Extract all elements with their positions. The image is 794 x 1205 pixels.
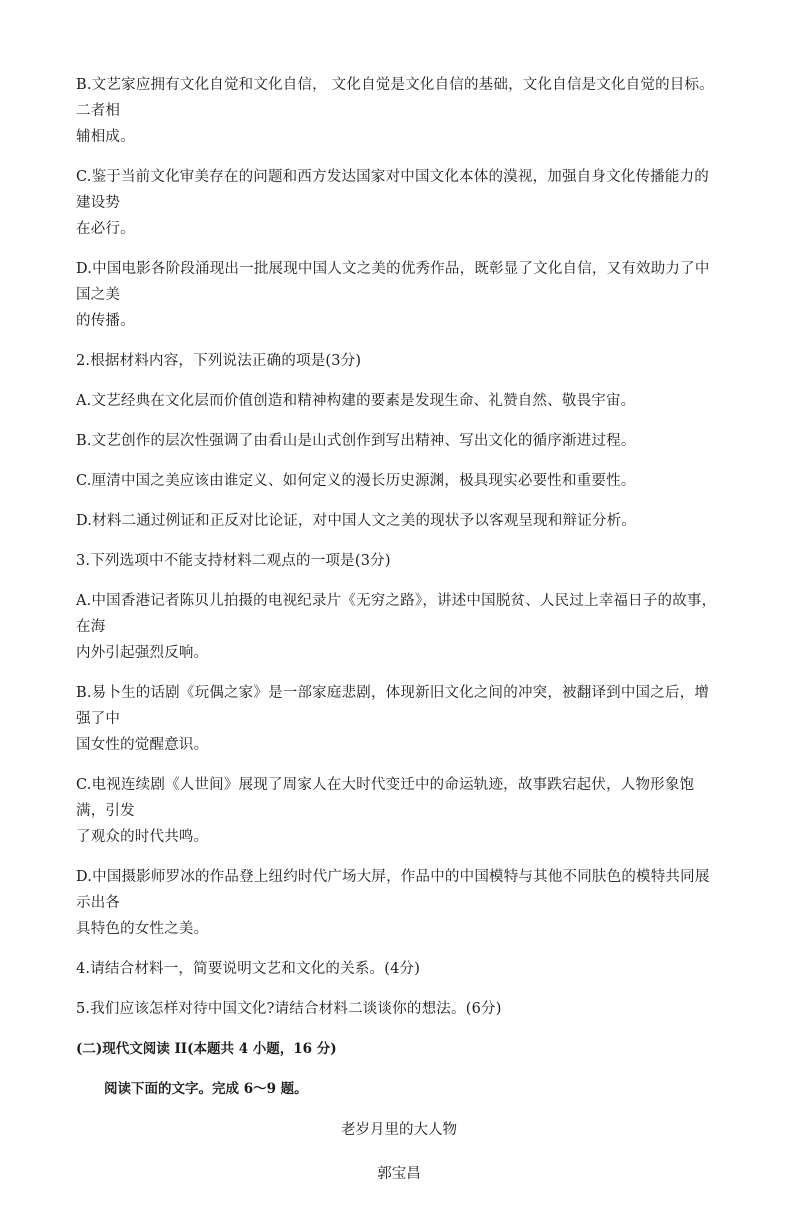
q1-option-c — [76, 164, 722, 242]
q1-option-b — [76, 72, 722, 150]
q5-stem: 5.我们应该怎样对待中国文化?请结合材料二谈谈你的想法。(6分) — [76, 1001, 502, 1017]
q3-option-c — [76, 772, 722, 850]
q3-option-c-line1: C.电视连续剧《人世间》展现了周家人在大时代变迁中的命运轨迹，故事跌宕起伏，人物形象饱满，引发 — [76, 777, 695, 819]
q3-option-b — [76, 680, 722, 758]
q1-option-d-line2: 的传播。 — [76, 313, 135, 329]
q1-option-c-line1: C.鉴于当前文化审美存在的问题和西方发达国家对中国文化本体的漠视，加强自身文化传播能力的建设势 — [76, 169, 709, 211]
q3-stem: 3.下列选项中不能支持材料二观点的一项是(3分) — [76, 553, 391, 569]
q2-option-a: A.文艺经典在文化层而价值创造和精神构建的要素是发现生命、礼赞自然、敬畏宇宙。 — [76, 393, 636, 409]
q3-option-a-line2: 内外引起强烈反响。 — [76, 645, 209, 661]
section2-title: (二)现代文阅读 II(本题共 4 小题，16 分) — [76, 1041, 337, 1057]
q1-option-d-line1: D.中国电影各阶段涌现出一批展现中国人文之美的优秀作品，既彰显了文化自信，又有效助力了中国之美 — [76, 261, 710, 303]
q3-option-c-line2: 了观众的时代共鸣。 — [76, 829, 209, 845]
q1-option-b-line2: 辅相成。 — [76, 129, 135, 145]
q3-option-d — [76, 864, 722, 942]
article-author: 郭宝昌 — [377, 1165, 421, 1182]
q3-option-d-line2: 具特色的女性之美。 — [76, 921, 209, 937]
q3-option-b-line1: B.易卜生的话剧《玩偶之家》是一部家庭悲剧，体现新旧文化之间的冲突，被翻译到中国之后，增强了中 — [76, 685, 710, 727]
article-title: 老岁月里的大人物 — [341, 1121, 457, 1138]
q3-option-a-line1: A.中国香港记者陈贝儿拍摄的电视纪录片《无穷之路》，讲述中国脱贫、人民过上幸福日子的故事，在海 — [76, 593, 717, 635]
q1-option-c-line2: 在必行。 — [76, 221, 135, 237]
q3-option-b-line2: 国女性的觉醒意识。 — [76, 737, 209, 753]
q1-option-d — [76, 256, 722, 334]
q3-option-a — [76, 588, 722, 666]
exam-page — [76, 72, 722, 1205]
q2-stem: 2.根据材料内容，下列说法正确的项是(3分) — [76, 353, 362, 369]
q4-stem: 4.请结合材料一，简要说明文艺和文化的关系。(4分) — [76, 961, 421, 977]
q3-option-d-line1: D.中国摄影师罗冰的作品登上纽约时代广场大屏，作品中的中国模特与其他不同肤色的模特共同展示出各 — [76, 869, 710, 911]
q2-option-b: B.文艺创作的层次性强调了由看山是山式创作到写出精神、写出文化的循序渐进过程。 — [76, 433, 636, 449]
q2-option-d: D.材料二通过例证和正反对比论证，对中国人文之美的现状予以客观呈现和辩证分析。 — [76, 513, 637, 529]
q1-option-b-line1: B.文艺家应拥有文化自觉和文化自信， 文化自觉是文化自信的基础，文化自信是文化自觉的目标。二者相 — [76, 77, 714, 119]
q2-option-c: C.厘清中国之美应该由谁定义、如何定义的漫长历史源渊，极具现实必要性和重要性。 — [76, 473, 636, 489]
section2-instruction: 阅读下面的文字。完成 6～9 题。 — [104, 1081, 308, 1097]
